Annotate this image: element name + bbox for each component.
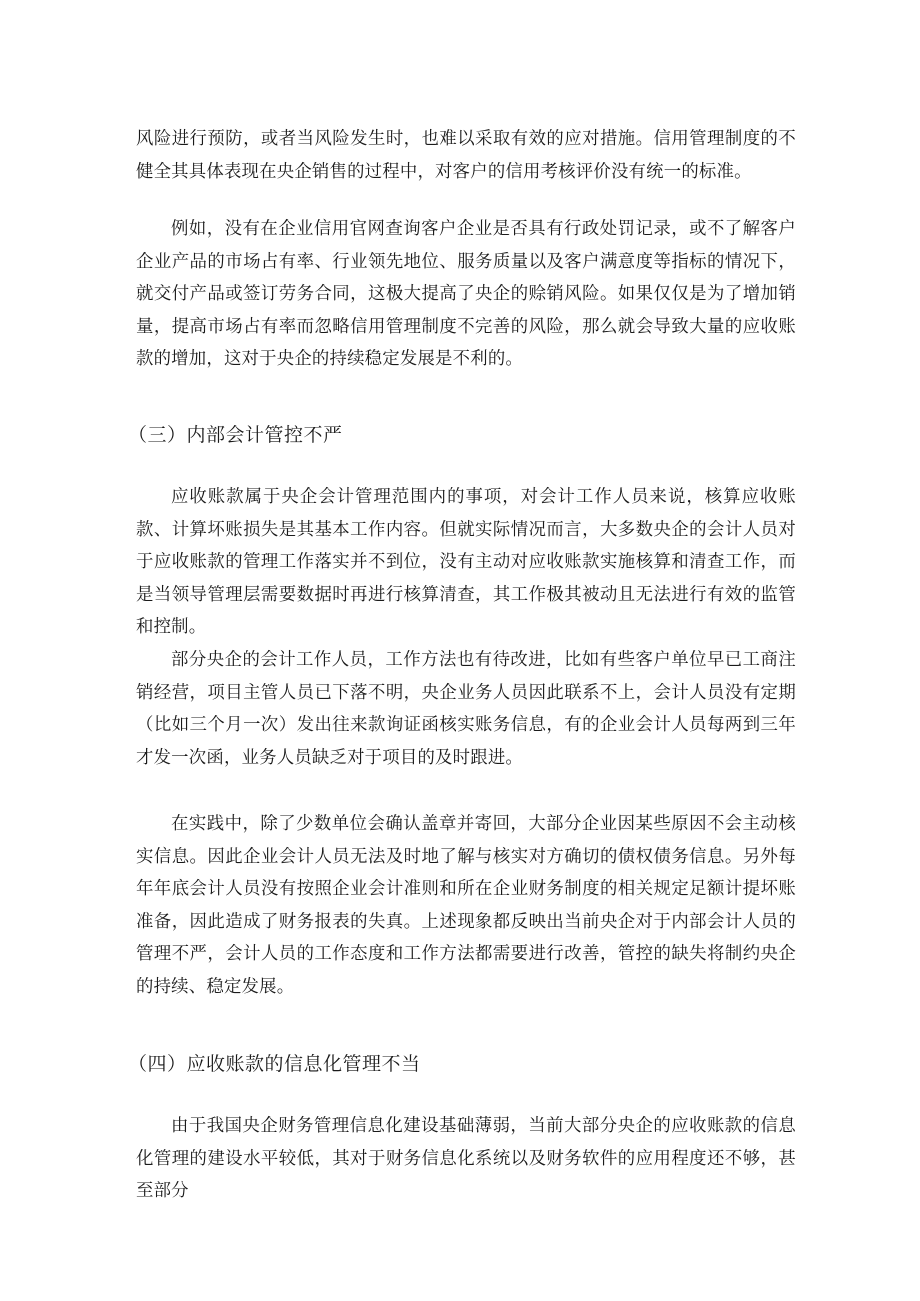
paragraph-practice: 在实践中，除了少数单位会确认盖章并寄回，大部分企业因某些原因不会主动核实信息。因此企业会计人员无法及时地了解与核实对方确切的债权债务信息。另外每年年底会计人员没有按照企业会计准则和所在企业财务制度的相关规定足额计提坏账准备，因此造成了财务报表的失真。上述现象都反映出当前央企对于内部会计人员的管理不严，会计人员的工作态度和工作方法都需要进行改善，管控的缺失将制约央企的持续、稳定发展。 [136,814,796,997]
paragraph-informatization: 由于我国央企财务管理信息化建设基础薄弱，当前大部分央企的应收账款的信息化管理的建设水平较低，其对于财务信息化系统以及财务软件的应用程度还不够，甚至部分 [136,1116,796,1201]
section-heading-internal-accounting: （三）内部会计管控不严 [128,424,343,446]
paragraph-accounting-staff: 部分央企的会计工作人员，工作方法也有待改进，比如有些客户单位早已工商注销经营，项目主管人员已下落不明，央企业务人员因此联系不上，会计人员没有定期（比如三个月一次）发出往来款询证函核实账务信息，有的企业会计人员每两到三年才发一次函，业务人员缺乏对于项目的及时跟进。 [136,650,796,768]
paragraph-example: 例如，没有在企业信用官网查询客户企业是否具有行政处罚记录，或不了解客户企业产品的市场占有率、行业领先地位、服务质量以及客户满意度等指标的情况下，就交付产品或签订劳务合同，这极大提高了央企的赊销风险。如果仅仅是为了增加销量，提高市场占有率而忽略信用管理制度不完善的风险，那么就会导致大量的应收账款的增加，这对于央企的持续稳定发展是不利的。 [136,219,796,369]
section-heading-informatization: （四）应收账款的信息化管理不当 [128,1053,421,1075]
paragraph-accounts-receivable: 应收账款属于央企会计管理范围内的事项，对会计工作人员来说，核算应收账款、计算坏账损失是其基本工作内容。但就实际情况而言，大多数央企的会计人员对于应收账款的管理工作落实并不到位，没有主动对应收账款实施核算和清查工作，而是当领导管理层需要数据时再进行核算清查，其工作极其被动且无法进行有效的监管和控制。 [136,487,796,637]
paragraph-credit-management: 风险进行预防，或者当风险发生时，也难以采取有效的应对措施。信用管理制度的不健全其具体表现在央企销售的过程中，对客户的信用考核评价没有统一的标准。 [136,129,796,182]
